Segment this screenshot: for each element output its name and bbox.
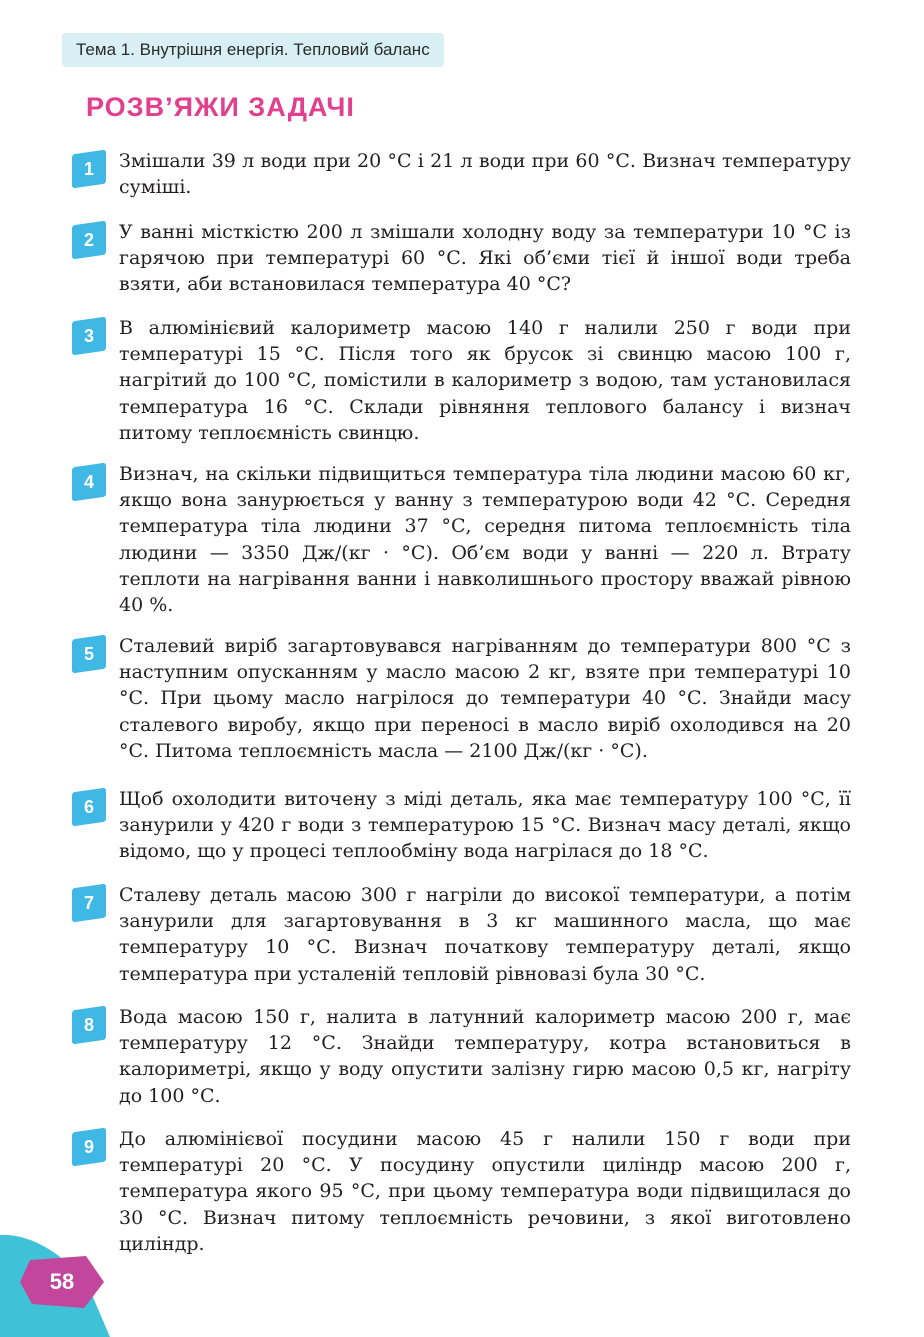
page-number: 58: [49, 1269, 75, 1294]
problem-number-badge: [72, 1006, 106, 1045]
section-title: РОЗВ’ЯЖИ ЗАДАЧІ: [86, 92, 355, 122]
problem-text: Вода масою 150 г, налита в латунний калориметр масою 200 г, має температуру 12 °С. Знайди температуру, котра встановиться в калориметрі, якщо у воду опустити залізну гирю масою 0,5 кг, нагріту до 100 °С.: [119, 1006, 851, 1107]
page-number-badge: [20, 1254, 104, 1310]
problem-number: 3: [83, 326, 94, 346]
problem-text: У ванні місткістю 200 л змішали холодну воду за температури 10 °С із гарячою при температурі 60 °С. Які об’єми тієї й іншої води треба взяти, аби встановилася температура 40 °С?: [119, 221, 851, 296]
problem-number: 8: [83, 1015, 94, 1035]
problem-text: Змішали 39 л води при 20 °С і 21 л води при 60 °С. Визнач температуру суміші.: [119, 150, 851, 199]
problem-text: Сталевий виріб загартовувався нагріванням до температури 800 °С з наступним опусканням у масло масою 2 кг, взяте при температурі 10 °С. При цьому масло нагрілося до температури 40 °С. Знайди масу сталевого виробу, якщо при переносі в масло виріб охолодився на 20 °С. Питома теплоємність масла — 2100 Дж/(кг · °С).: [119, 635, 851, 762]
problem-number: 1: [83, 159, 94, 179]
problem-number-badge: [72, 150, 106, 189]
problem-number: 2: [83, 230, 94, 250]
problem-text: В алюмінієвий калориметр масою 140 г налили 250 г води при температурі 15 °С. Після того як брусок зі свинцю масою 100 г, нагрітий до 100 °С, помістили в калориметр з водою, там установилася температура 16 °С. Склади рівняння теплового балансу і визнач питому теплоємність свинцю.: [119, 317, 851, 444]
problem-number-badge: [72, 317, 106, 356]
problem-number: 9: [83, 1137, 94, 1157]
problem-number: 6: [83, 797, 94, 817]
topic-tag: Тема 1. Внутрішня енергія. Тепловий баланс: [62, 33, 444, 67]
problem-text: До алюмінієвої посудини масою 45 г налили 150 г води при температурі 20 °С. У посудину опустили циліндр масою 200 г, температура якого 95 °С, при цьому температура води підвищилася до 30 °С. Визнач питому теплоємність речовини, з якої виготовлено циліндр.: [119, 1128, 851, 1255]
problem-number-badge: [72, 635, 106, 674]
problem-number-badge: [72, 463, 106, 502]
problem-number-badge: [72, 1128, 106, 1167]
problem-number-badge: [72, 221, 106, 260]
problem-text: Сталеву деталь масою 300 г нагріли до високої температури, а потім занурили для загартовування в 3 кг машинного масла, що має температуру 10 °С. Визнач початкову температуру деталі, якщо температура при усталеній тепловій рівновазі була 30 °С.: [119, 884, 851, 985]
problem-number-badge: [72, 788, 106, 827]
problem-number: 5: [83, 644, 94, 664]
problem-number-badge: [72, 884, 106, 923]
problem-text: Щоб охолодити виточену з міді деталь, яка має температуру 100 °С, її занурили у 420 г води з температурою 15 °С. Визнач масу деталі, якщо відомо, що у процесі теплообміну вода нагрілася до 18 °С.: [119, 788, 851, 863]
problem-number: 7: [83, 893, 94, 913]
problem-number: 4: [83, 472, 94, 492]
problem-text: Визнач, на скільки підвищиться температура тіла людини масою 60 кг, якщо вона занурюється у ванну з температурою води 42 °С. Середня температура тіла людини 37 °С, середня питома теплоємність тіла людини — 3350 Дж/(кг · °С). Об’єм води у ванні — 220 л. Втрату теплоти на нагрівання ванни і навколишнього простору вважай рівною 40 %.: [119, 463, 851, 617]
